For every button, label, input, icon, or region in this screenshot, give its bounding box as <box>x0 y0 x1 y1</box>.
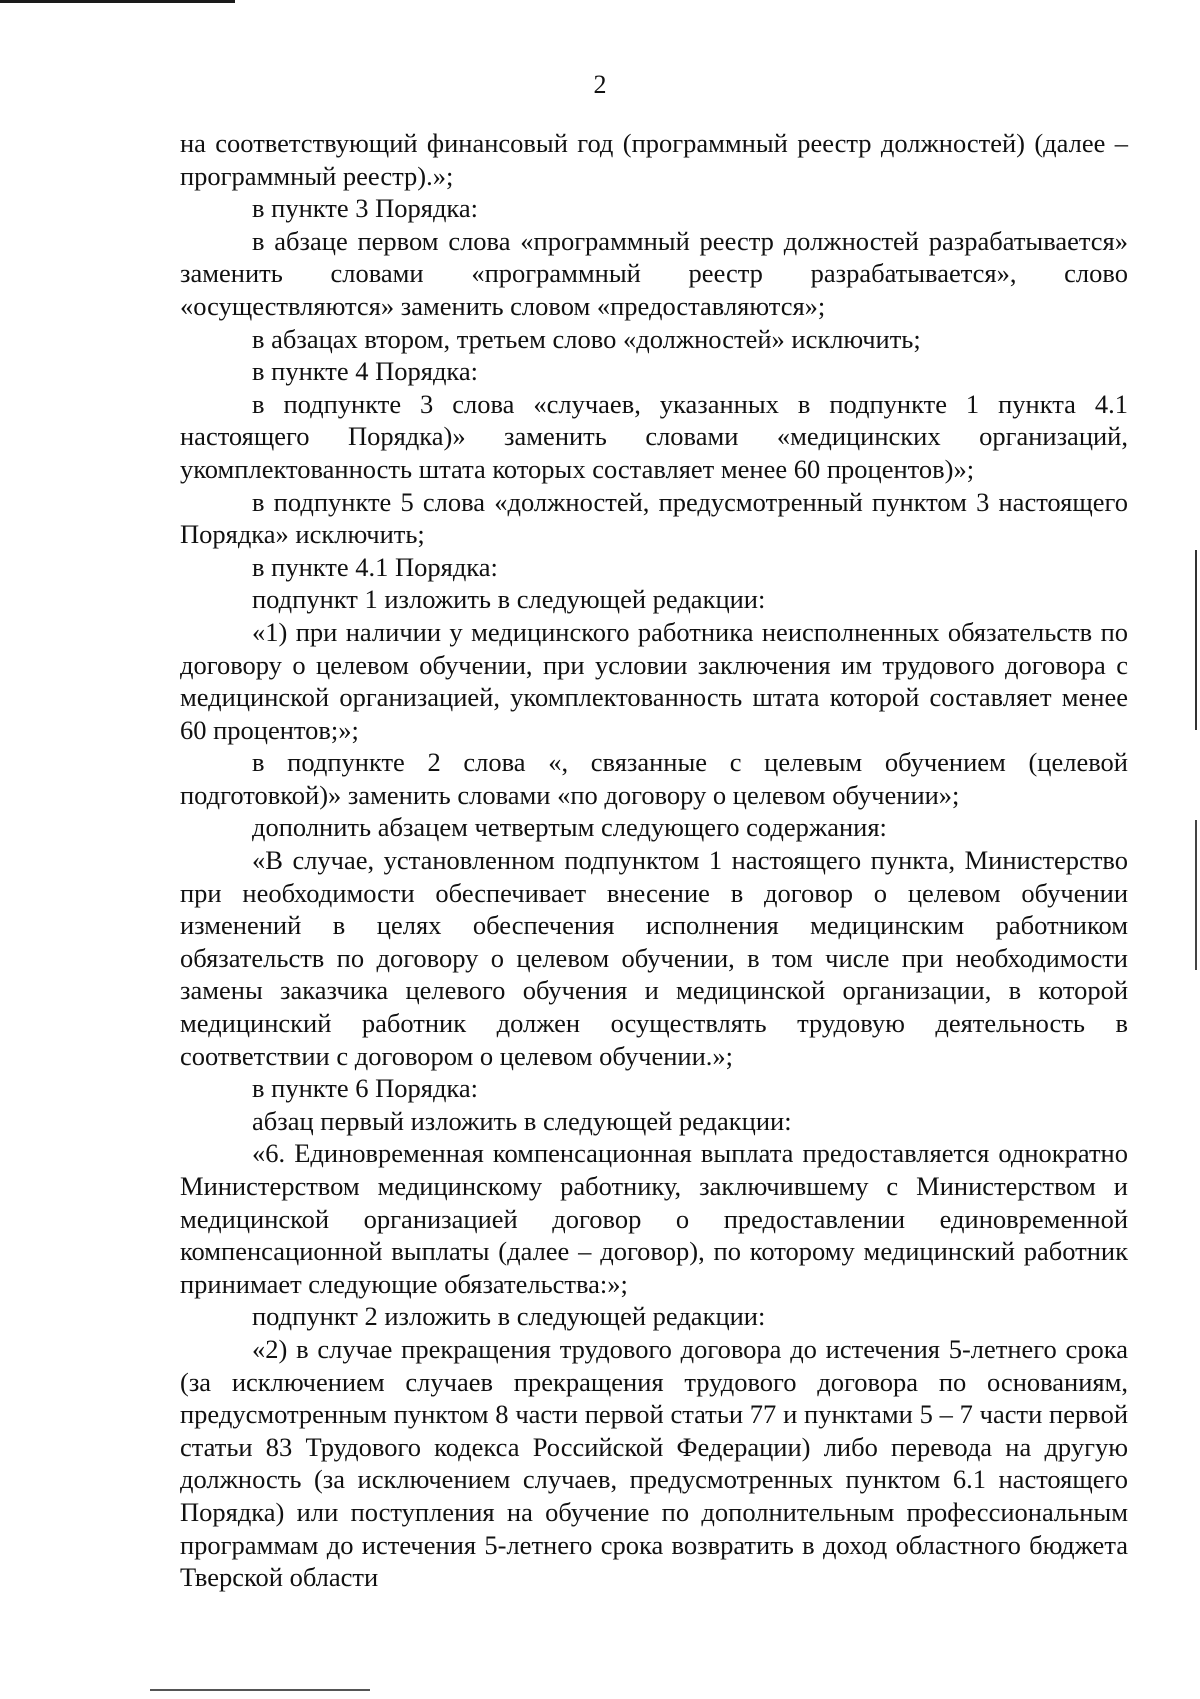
paragraph: дополнить абзацем четвертым следующего содержания: <box>252 812 887 843</box>
paragraph: в абзаце первом слова «программный реестр должностей разрабатывается» заменить словами «программный реестр разрабатывается», слово «осуществляются» заменить словом «предоставляются»; <box>180 225 1128 321</box>
paragraph: на соответствующий финансовый год (программный реестр должностей) (далее – программный реестр).»; <box>180 128 1128 191</box>
scan-artifact-top-line <box>0 0 235 3</box>
paragraph: в подпункте 2 слова «, связанные с целевым обучением (целевой подготовкой)» заменить словами «по договору о целевом обучении»; <box>180 747 1128 810</box>
paragraph: абзац первый изложить в следующей редакции: <box>252 1105 792 1136</box>
paragraph: в пункте 4 Порядка: <box>252 356 479 387</box>
paragraph: в пункте 6 Порядка: <box>252 1073 479 1104</box>
paragraph: «2) в случае прекращения трудового договора до истечения 5-летнего срока (за исключением случаев прекращения трудового договора по основаниям, предусмотренным пунктом 8 части первой статьи 77 и пунктами 5 – 7 части первой статьи 83 Трудового кодекса Российской Федерации) либо перевода на другую должность (за исключением случаев, предусмотренных пунктом 6.1 настоящего Порядка) или поступления на обучение по дополнительным профессиональным программам до истечения 5-летнего срока возвратить в доход областного бюджета Тверской области <box>180 1333 1128 1593</box>
paragraph: в подпункте 5 слова «должностей, предусмотренный пунктом 3 настоящего Порядка» исключить; <box>180 486 1128 550</box>
scan-artifact-bottom-line <box>150 1689 370 1691</box>
paragraph: «В случае, установленном подпунктом 1 настоящего пункта, Министерство при необходимости обеспечивает внесение в договор о целевом обучении изменений в целях обеспечения исполнения медицинским работником обязательств по договору о целевом обучении, в том числе при необходимости замены заказчика целевого обучения и медицинской организации, в которой медицинский работник должен осуществлять трудовую деятельность в соответствии с договором о целевом обучении.»; <box>180 845 1128 1071</box>
document-body <box>180 127 1128 1594</box>
paragraph: «6. Единовременная компенсационная выплата предоставляется однократно Министерством медицинскому работнику, заключившему с Министерством и медицинской организацией договор о предоставлении единовременной компенсационной выплаты (далее – договор), по которому медицинский работник принимает следующие обязательства:»; <box>180 1138 1128 1299</box>
paragraph: «1) при наличии у медицинского работника неисполненных обязательств по договору о целевом обучении, при условии заключения им трудового договора с медицинской организацией, укомплектованность штата которой составляет менее 60 процентов;»; <box>180 616 1128 745</box>
scan-artifact-right-line <box>1195 550 1197 730</box>
paragraph: в пункте 3 Порядка: <box>252 193 479 224</box>
page-number: 2 <box>593 70 607 99</box>
scan-artifact-right-line-2 <box>1195 820 1197 970</box>
paragraph: подпункт 2 изложить в следующей редакции: <box>252 1301 766 1332</box>
paragraph: в подпункте 3 слова «случаев, указанных в подпункте 1 пункта 4.1 настоящего Порядка)» заменить словами «медицинских организаций, укомплектованность штата которых составляет менее 60 процентов)»; <box>180 388 1128 484</box>
paragraph: в абзацах втором, третьем слово «должностей» исключить; <box>252 323 921 354</box>
paragraph: подпункт 1 изложить в следующей редакции: <box>252 584 766 615</box>
paragraph: в пункте 4.1 Порядка: <box>252 551 498 582</box>
